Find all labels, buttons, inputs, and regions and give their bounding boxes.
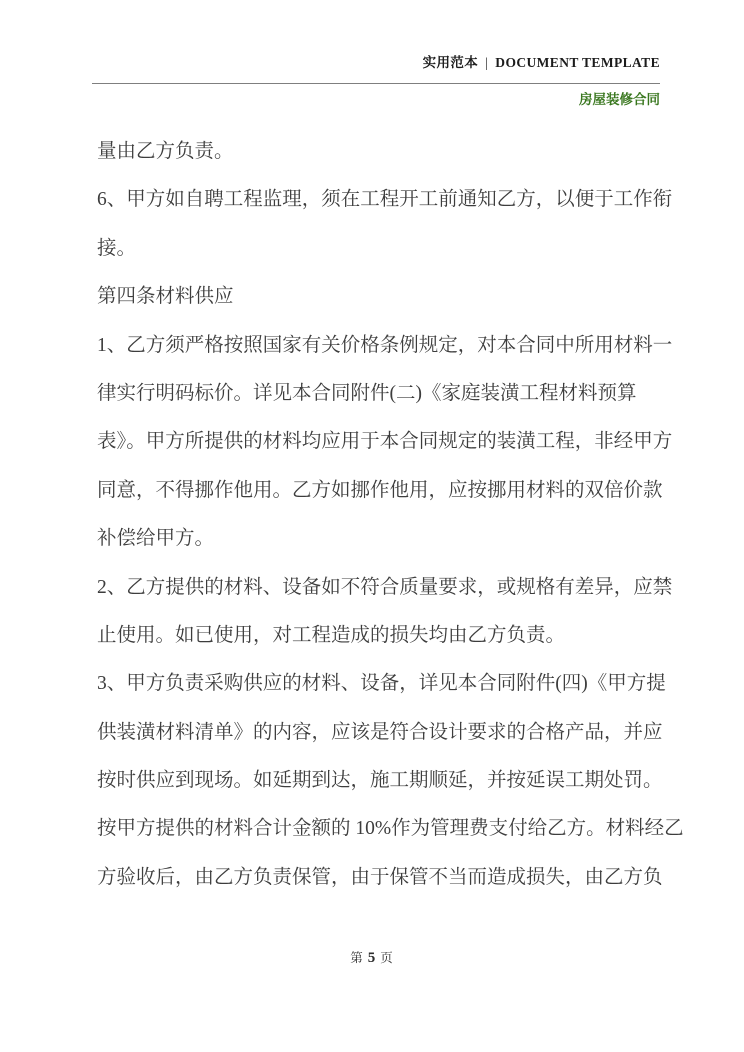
header-brand-cn: 实用范本 [422, 55, 479, 70]
header-separator: | [485, 55, 489, 70]
header-divider [92, 83, 660, 84]
body-line: 补偿给甲方。 [97, 528, 215, 550]
body-line: 量由乙方负责。 [97, 141, 234, 162]
body-line: 第四条材料供应 [97, 286, 234, 308]
body-line: 3、甲方负责采购供应的材料、设备，详见本合同附件(四)《甲方提 [97, 673, 666, 695]
body-line: 2、乙方提供的材料、设备如不符合质量要求，或规格有差异，应禁 [97, 576, 673, 598]
body-line: 律实行明码标价。详见本合同附件(二)《家庭装潢工程材料预算 [97, 382, 637, 404]
body-line: 6、甲方如自聘工程监理，须在工程开工前通知乙方，以便于工作衔 [97, 189, 673, 211]
body-line: 方验收后，由乙方负责保管，由于保管不当而造成损失，由乙方负 [97, 866, 663, 888]
contract-body [97, 128, 684, 902]
body-line: 接。 [97, 237, 137, 259]
page-number: 5 [367, 950, 377, 966]
body-line: 止使用。如已使用，对工程造成的损失均由乙方负责。 [97, 624, 566, 646]
page-footer [0, 948, 744, 967]
body-line: 1、乙方须严格按照国家有关价格条例规定，对本合同中所用材料一 [97, 334, 673, 356]
doc-title: 房屋装修合同 [579, 92, 660, 107]
body-line: 按甲方提供的材料合计金额的 10%作为管理费支付给乙方。材料经乙 [97, 818, 684, 840]
body-line: 同意，不得挪作他用。乙方如挪作他用，应按挪用材料的双倍价款 [97, 479, 663, 501]
body-line: 按时供应到现场。如延期到达，施工期顺延，并按延误工期处罚。 [97, 770, 663, 792]
footer-prefix: 第 [350, 951, 364, 965]
body-line: 供装潢材料清单》的内容，应该是符合设计要求的合格产品，并应 [97, 721, 663, 743]
header-brand [423, 51, 660, 71]
header-brand-en: DOCUMENT TEMPLATE [495, 55, 660, 70]
footer-suffix: 页 [380, 951, 394, 965]
body-line: 表》。甲方所提供的材料均应用于本合同规定的装潢工程，非经甲方 [97, 431, 673, 453]
